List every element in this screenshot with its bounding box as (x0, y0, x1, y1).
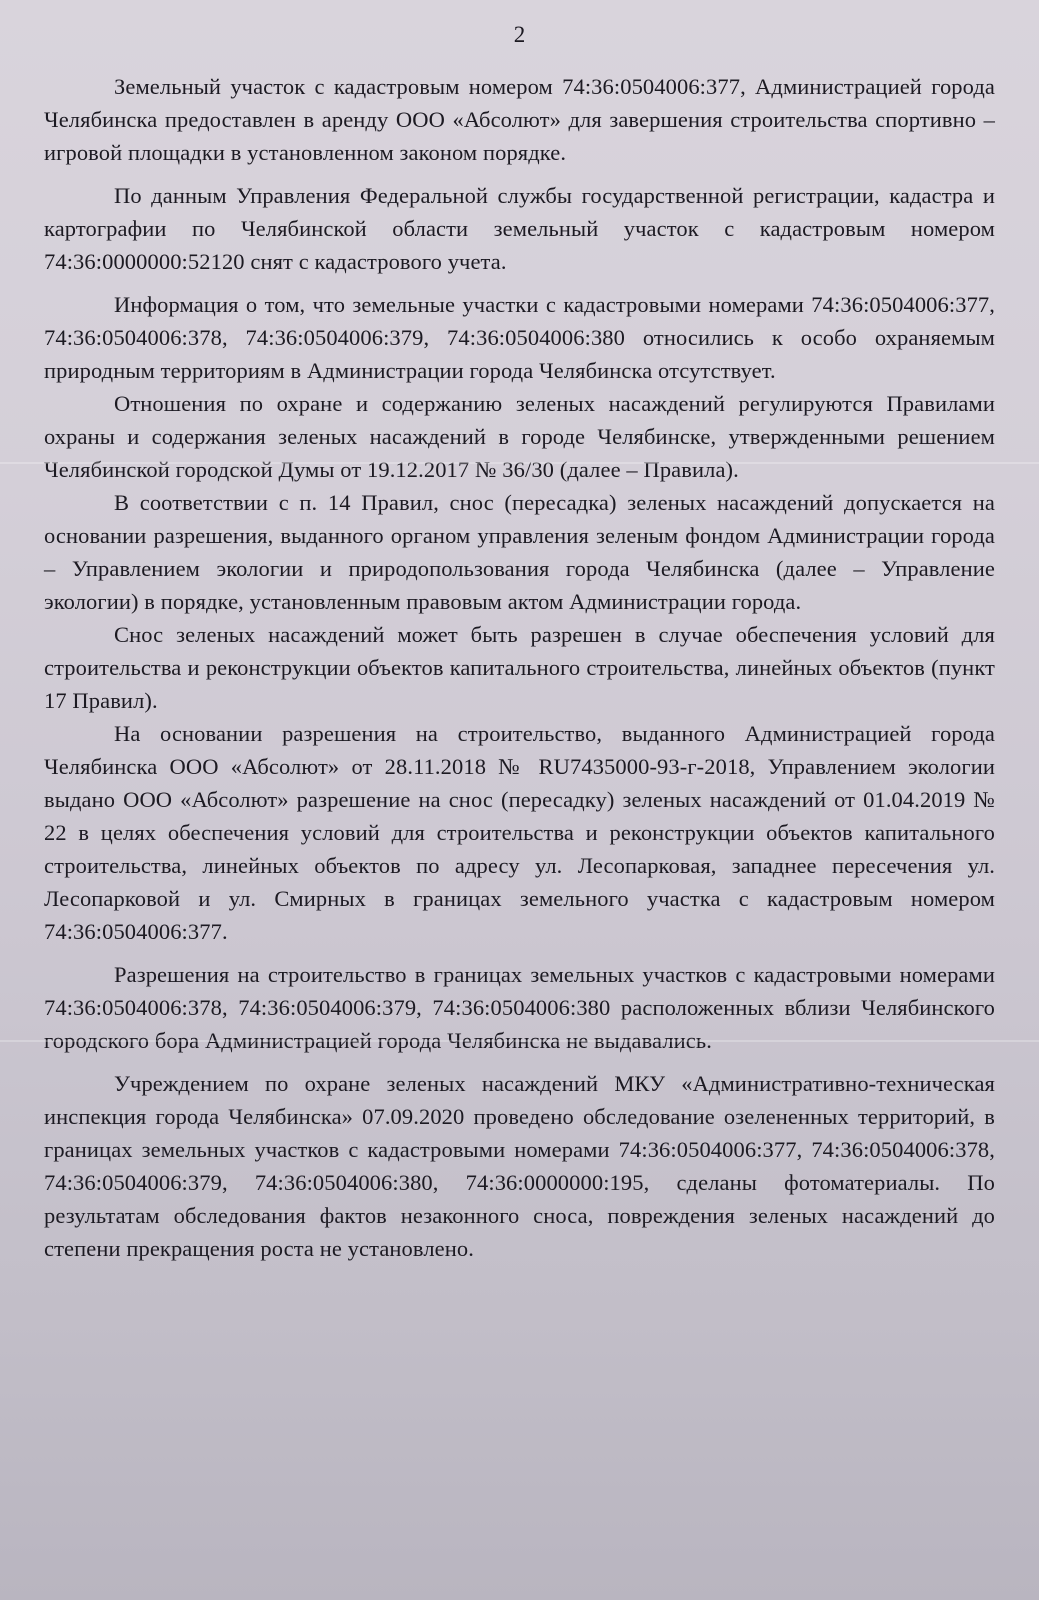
paragraph-cadastral-registration: По данным Управления Федеральной службы государственной регистрации, кадастра и картографии по Челябинской области земельный участок с кадастровым номером 74:36:0000000:52120 снят с кадастрового учета. (44, 183, 995, 274)
paragraph-removal-conditions: Снос зеленых насаждений может быть разрешен в случае обеспечения условий для строительства и реконструкции объектов капитального строительства, линейных объектов (пункт 17 Правил). (44, 622, 995, 713)
paragraph-removal-permission: В соответствии с п. 14 Правил, снос (пересадка) зеленых насаждений допускается на основании разрешения, выданного органом управления зеленым фондом Администрации города – Управлением экологии и природопользования города Челябинска (далее – Управление экологии) в порядке, установленным правовым актом Администрации города. (44, 490, 995, 614)
paper-fold-line (0, 462, 1039, 464)
paragraph-construction-permit: На основании разрешения на строительство, выданного Администрацией города Челябинска ООО «Абсолют» от 28.11.2018 № RU7435000-93-г-2018, Управлением экологии выдано ООО «Абсолют» разрешение на снос (пересадку) зеленых насаждений от 01.04.2019 № 22 в целях обеспечения условий для строительства и реконструкции объектов капитального строительства, линейных объектов по адресу ул. Лесопарковая, западнее пересечения ул. Лесопарковой и ул. Смирных в границах земельного участка с кадастровым номером 74:36:0504006:377. (44, 721, 995, 944)
paragraph-green-protection-rules: Отношения по охране и содержанию зеленых насаждений регулируются Правилами охраны и содержания зеленых насаждений в городе Челябинске, утвержденными решением Челябинской городской Думы от 19.12.2017 № 36/30 (далее – Правила). (44, 391, 995, 482)
paragraph-inspection-results: Учреждением по охране зеленых насаждений МКУ «Административно-техническая инспекция города Челябинска» 07.09.2020 проведено обследование озелененных территорий, в границах земельных участков с кадастровыми номерами 74:36:0504006:377, 74:36:0504006:378, 74:36:0504006:379, 74:36:0504006:380, 74:36:0000000:195, сделаны фотоматериалы. По результатам обследования фактов незаконного сноса, повреждения зеленых насаждений до степени прекращения роста не установлено. (44, 1071, 995, 1261)
paragraph-land-plot-lease: Земельный участок с кадастровым номером 74:36:0504006:377, Администрацией города Челябинска предоставлен в аренду ООО «Абсолют» для завершения строительства спортивно – игровой площадки в установленном законом порядке. (44, 74, 995, 165)
paper-fold-line (0, 1040, 1039, 1042)
paragraph-protected-territories: Информация о том, что земельные участки с кадастровыми номерами 74:36:0504006:377, 74:36:0504006:378, 74:36:0504006:379, 74:36:0504006:380 относились к особо охраняемым природным территориям в Администрации города Челябинска отсутствует. (44, 292, 995, 383)
page-number: 2 (513, 22, 526, 47)
paragraph-permits-not-issued: Разрешения на строительство в границах земельных участков с кадастровыми номерами 74:36:0504006:378, 74:36:0504006:379, 74:36:0504006:380 расположенных вблизи Челябинского городского бора Администрацией города Челябинска не выдавались. (44, 962, 995, 1053)
